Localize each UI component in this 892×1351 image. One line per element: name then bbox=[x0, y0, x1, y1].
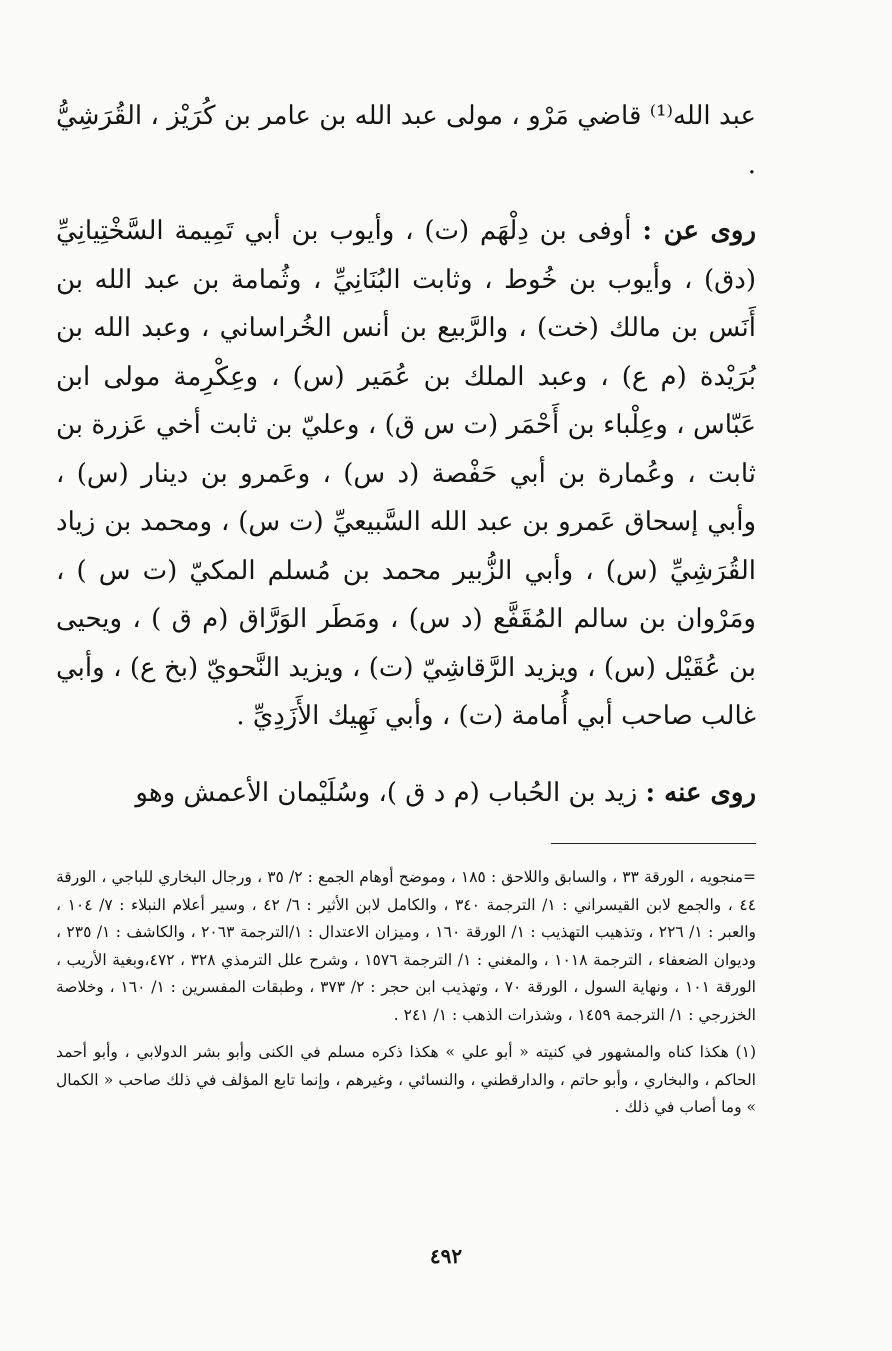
page-body bbox=[56, 92, 756, 1122]
main-text bbox=[56, 92, 756, 817]
page-number: ٤٩٢ bbox=[429, 1244, 463, 1268]
narrated-by-text: زيد بن الحُباب (م د ق )، وسُلَيْمان الأعمش وهو bbox=[135, 777, 638, 808]
footnote-separator bbox=[551, 843, 756, 844]
narrated-from-paragraph bbox=[56, 207, 756, 741]
narrated-by-heading: روى عنه : bbox=[645, 777, 756, 808]
narrated-from-heading: روى عن : bbox=[642, 216, 757, 246]
entry-opening-line: عبد الله⁽¹⁾ قاضي مَرْو ، مولى عبد الله بن عامر بن كُرَيْز ، القُرَشِيُّ . bbox=[56, 101, 756, 180]
narrated-from-text: أوفى بن دِلْهَم (ت) ، وأيوب بن أبي تَمِيمة السَّخْتِيانِيِّ (دق) ، وأيوب بن خُوط ، وثابت البُنَانِيِّ ، وثُمامة بن عبد الله بن أَنَس بن مالك (خت) ، والرَّبيع بن أنس الخُراساني ، وعبد الله بن بُرَيْدة (م ع) ، وعبد الملك بن عُمَير (س) ، وعِكْرِمة مولى ابن عَبّاس ، وعِلْباء بن أَحْمَر (ت س ق) ، وعليّ بن ثابت أخي عَزرة بن ثابت ، وعُمارة بن أبي حَفْصة (د س) ، وعَمرو بن دينار (س) ، وأبي إسحاق عَمرو بن عبد الله السَّبيعيِّ (ت س) ، ومحمد بن زياد القُرَشِيِّ (س) ، وأبي الزُّبير محمد بن مُسلم المكيّ (ت س ) ، ومَرْوان بن سالم المُقَفَّع (د س) ، ومَطَر الوَرَّاق (م ق ) ، ويحيى بن عُقَيْل (س) ، ويزيد الرَّقاشِيّ (ت) ، ويزيد النَّحويّ (بخ ع) ، وأبي غالب صاحب أبي أُمامة (ت) ، وأبي نَهِيك الأَزَدِيِّ . bbox=[56, 216, 756, 731]
footnote-1: (١) هكذا كناه والمشهور في كنيته « أبو علي » هكذا ذكره مسلم في الكنى وأبو بشر الدولابي ، وأبو أحمد الحاكم ، والبخاري ، وأبو حاتم ، والدارقطني ، والنسائي ، وغيرهم ، وإنما تابع المؤلف في ذلك صاحب « الكمال » وما أصاب في ذلك . bbox=[56, 1043, 756, 1116]
footnotes bbox=[56, 864, 756, 1122]
footnote-continuation: =منجويه ، الورقة ٣٣ ، والسابق واللاحق : ١٨٥ ، وموضح أوهام الجمع : ٢/ ٣٥ ، ورجال البخاري للباجي ، الورقة ٤٤ ، والجمع لابن القيسراني : ١/ الترجمة ٣٤٠ ، والكامل لابن الأثير : ٦/ ٤٢ ، وسير أعلام النبلاء : ٧/ ١٠٤ ، والعبر : ١/ ٢٢٦ ، وتذهيب التهذيب : ١/ الورقة ١٦٠ ، وميزان الاعتدال : ١/الترجمة ٢٠٦٣ ، والكاشف : ١/ ٢٣٥ ، وديوان الضعفاء ، الترجمة ١٠١٨ ، والمغني : ١/ الترجمة ١٥٧٦ ، وشرح علل الترمذي ٣٢٨ ، ٤٧٢،وبغية الأريب ، الورقة ١٠١ ، ونهاية السول ، الورقة ٧٠ ، وتهذيب ابن حجر : ٢/ ٣٧٣ ، وطبقات المفسرين : ١/ ١٦٠ ، وخلاصة الخزرجي : ١/ الترجمة ١٤٥٩ ، وشذرات الذهب : ١/ ٢٤١ . bbox=[56, 868, 757, 1024]
narrated-by-paragraph bbox=[56, 769, 756, 818]
